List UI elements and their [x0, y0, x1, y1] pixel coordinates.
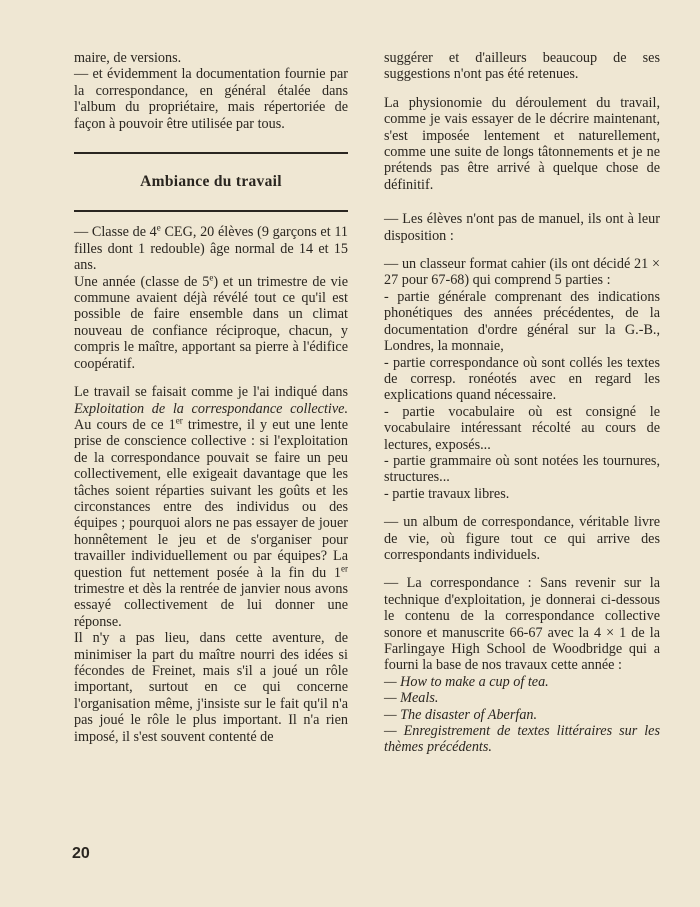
list-item: - partie vocabulaire où est consigné le vocabulaire intéressant récolté au cours de lectures, exposés...	[384, 403, 660, 453]
list-item: - partie générale comprenant des indications phonétiques des années précédentes, de la documentation d'ordre général sur la G.-B., Londres, la monnaie,	[384, 288, 660, 355]
list-item: — Meals.	[384, 690, 439, 707]
paragraph: — un classeur format cahier (ils ont décidé 21 × 27 pour 67-68) qui comprend 5 parties :	[384, 256, 660, 289]
left-column	[74, 50, 348, 745]
paragraph: Le travail se faisait comme je l'ai indiqué dans Exploitation de la correspondance collective. Au cours de ce 1er trimestre, il y eut une lente prise de conscience collective : si l'exploitation de la correspondance pouvait se faire un peu collectivement, elle exigeait davantage que les tâches soient réparties suivant les goûts et les circonstances entre des individus ou des équipes ; pourquoi alors ne pas essayer de jouer honnêtement le jeu et de s'organiser pour travailler individuellement ou par équipes? La question fut nettement posée à la fin du 1er trimestre et dès la rentrée de janvier nous avons essayé collectivement de lui donner une réponse.	[74, 384, 348, 630]
paragraph: — La correspondance : Sans revenir sur la technique d'exploitation, je donnerai ci-dessous le contenu de la correspondance collective sonore et manuscrite 66-67 avec la 4 × 1 de la Farlingaye High School de Woodbridge qui a fourni la base de nos travaux cette année :	[384, 575, 660, 674]
paragraph: maire, de versions.	[74, 50, 182, 66]
page-number: 20	[72, 845, 90, 862]
list-item: - partie grammaire où sont notées les tournures, structures...	[384, 452, 660, 486]
section-rule-bottom	[74, 210, 348, 212]
list-item: — The disaster of Aberfan.	[384, 706, 538, 723]
paragraph: Il n'y a pas lieu, dans cette aventure, de minimiser la part du maître nourri des idées si fécondes de Freinet, mais s'il a joué un rôle important, surtout en ce qui concerne l'organisation même, j'insiste sur le fait qu'il n'a pas joué le rôle le plus important. Il n'a rien imposé, il s'est souvent contenté de	[74, 630, 348, 745]
list-item: — How to make a cup of tea.	[384, 673, 549, 690]
list-item: - partie travaux libres.	[384, 485, 510, 502]
paragraph: — Les élèves n'ont pas de manuel, ils ont à leur disposition :	[384, 211, 660, 244]
paragraph: Une année (classe de 5e) et un trimestre de vie commune avaient déjà révélé tout ce qu'il est possible de faire ensemble dans un climat nouveau de confiance réciproque, chacun, y compris le maître, apportant sa pierre à l'édifice coopératif.	[74, 271, 348, 372]
list-item: — Enregistrement de textes littéraires sur les thèmes précédents.	[384, 723, 660, 756]
section-rule-top	[74, 152, 348, 154]
right-column	[384, 50, 660, 756]
list-item: - partie correspondance où sont collés les textes de corresp. ronéotés avec en regard les explications quand nécessaire.	[384, 354, 660, 404]
paragraph: La physionomie du déroulement du travail, comme je vais essayer de le décrire maintenant, s'est imposée lentement et naturellement, comme une suite de longs tâtonnements et je ne prétends pas être arrivé à quelque chose de définitif.	[384, 94, 660, 193]
paragraph: — Classe de 4e CEG, 20 élèves (9 garçons et 11 filles dont 1 redouble) âge normal de 14 et 15 ans.	[74, 222, 348, 274]
paragraph: — un album de correspondance, véritable livre de vie, où figure tout ce qui arrive des correspondants individuels.	[384, 514, 660, 563]
paragraph: — et évidemment la documentation fournie par la correspondance, en général étalée dans l'album du propriétaire, mais répertoriée de façon à pouvoir être utilisée par tous.	[74, 66, 348, 132]
section-heading: Ambiance du travail	[140, 173, 282, 191]
paragraph: suggérer et d'ailleurs beaucoup de ses suggestions n'ont pas été retenues.	[384, 50, 660, 83]
